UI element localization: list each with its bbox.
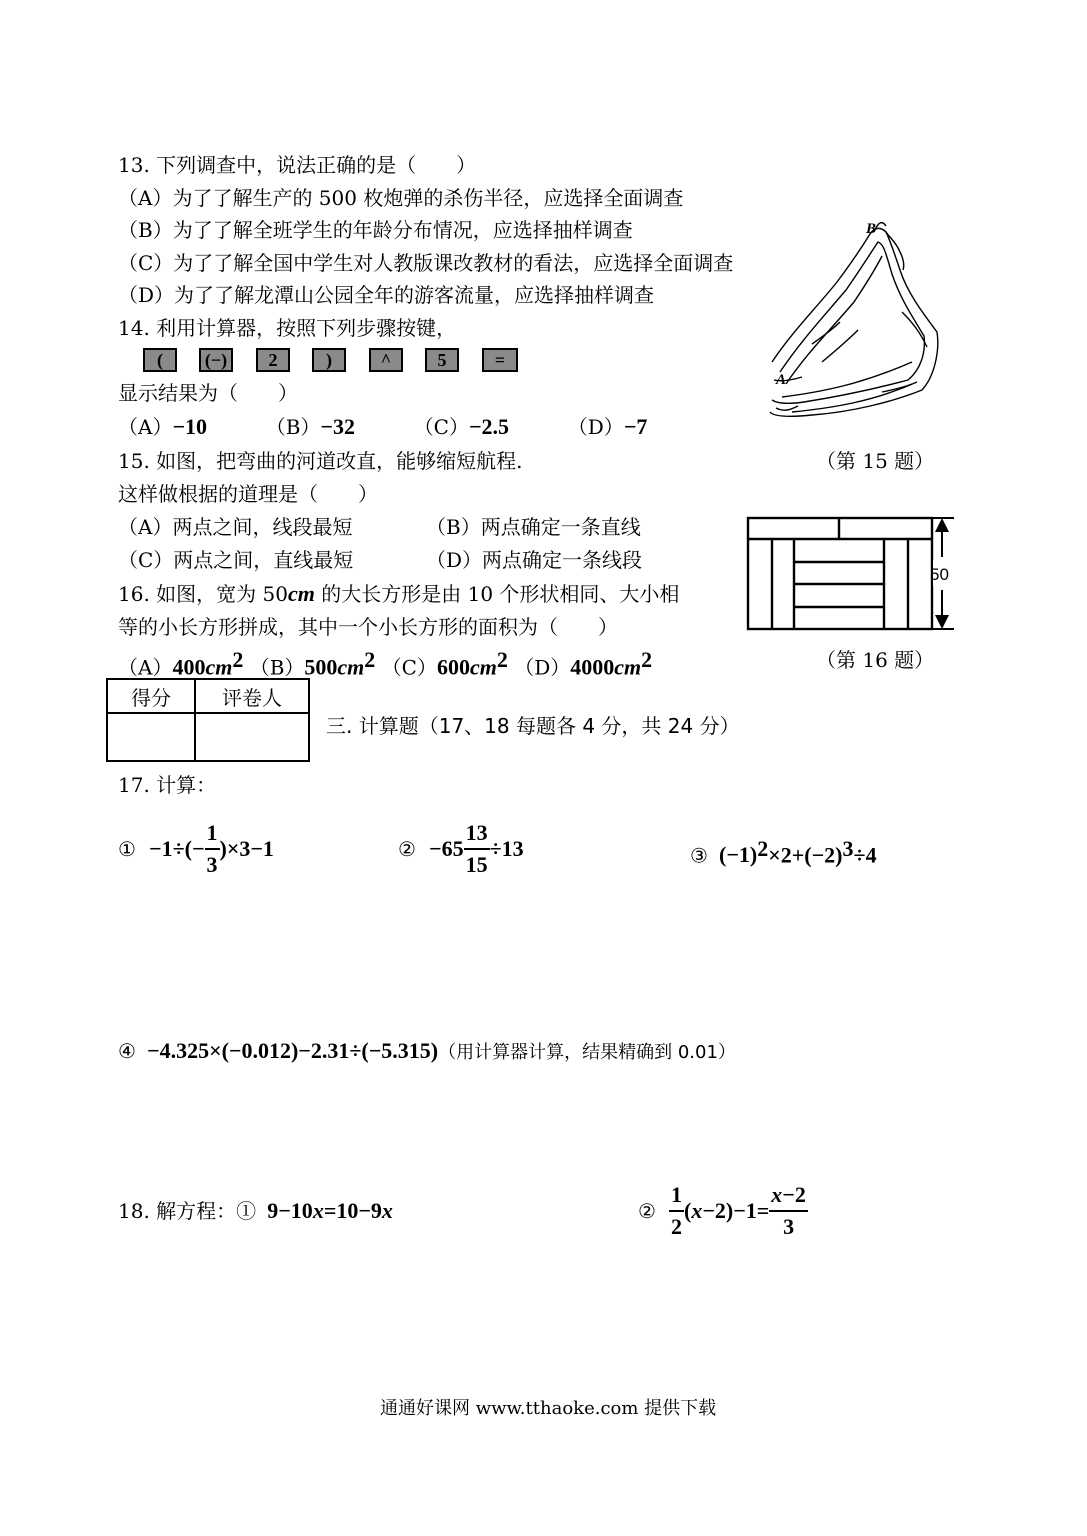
calc-key-close-paren: ): [312, 348, 346, 372]
q16-a-unit: cm: [205, 654, 233, 680]
score-cell: [107, 713, 195, 761]
q14-c-label: （C）: [413, 415, 469, 439]
q15-stem: 15. 如图，把弯曲的河道改直，能够缩短航程.: [118, 449, 523, 473]
calc-key-equals: =: [482, 348, 518, 372]
q16-stem-pre: 16. 如图，宽为 50: [118, 582, 288, 606]
grader-header: 评卷人: [195, 679, 309, 713]
q13-option-c: （C）为了了解全国中学生对人教版课改教材的看法，应选择全面调查: [118, 251, 734, 275]
footer-credit: 通通好课网 www.tthaoke.com 提供下载: [380, 1398, 717, 1419]
q15-option-b: （B）两点确定一条直线: [426, 515, 641, 539]
calc-key-open-paren: (: [143, 348, 177, 372]
q17-e3-a: (−1): [719, 842, 758, 868]
q17-expr-3: [690, 836, 877, 868]
q14-d-label: （D）: [567, 415, 624, 439]
q16-options: [118, 647, 652, 681]
q18-mid-x: x: [691, 1198, 703, 1223]
q14-a-label: （A）: [118, 415, 173, 439]
q16-a-value: 400: [172, 654, 206, 680]
q16-d-value: 4000: [570, 654, 615, 680]
q18-mid-a: (: [684, 1198, 692, 1223]
q18-f1-num: 1: [669, 1180, 684, 1212]
q15-option-c: （C）两点之间，直线最短: [118, 548, 354, 572]
q16-c-unit: cm: [469, 654, 497, 680]
q16-c-value: 600: [436, 654, 470, 680]
q16-b-unit: cm: [337, 654, 365, 680]
q17-e2-fraction: [464, 818, 490, 880]
q16-b-value: 500: [304, 654, 338, 680]
q18-eq1-x1: x: [312, 1198, 324, 1223]
q15-stem-2: 这样做根据的道理是（ ）: [118, 482, 378, 506]
q16-c-label: （C）: [381, 655, 437, 680]
q14-c-value: −2.5: [469, 414, 510, 439]
q16-b-exp: 2: [364, 647, 376, 672]
q16-stem-2: 等的小长方形拼成，其中一个小长方形的面积为（ ）: [118, 615, 618, 639]
q14-b-value: −32: [320, 414, 355, 439]
q17-e2-post: ÷13: [489, 836, 524, 861]
score-table: [106, 678, 310, 762]
q13-stem: 13. 下列调查中，说法正确的是（ ）: [118, 153, 477, 177]
river-figure: [762, 212, 947, 440]
q18-eq1-x2: x: [381, 1198, 393, 1223]
q18-mid-b: −2)−1=: [702, 1198, 770, 1223]
q18-f2-den: 3: [783, 1214, 795, 1239]
q16-unit: cm: [287, 581, 315, 606]
q17-e4: −4.325×(−0.012)−2.31÷(−5.315): [147, 1038, 439, 1063]
q17-e1-post: )×3−1: [219, 836, 274, 861]
rectangle-figure: [744, 512, 956, 634]
q17-num-3: ③: [690, 843, 708, 868]
q17-e3-c: ÷4: [853, 842, 877, 868]
q18-fraction-1: [669, 1180, 684, 1242]
q17-e2-num: 13: [464, 818, 490, 850]
q17-expr-2: [398, 818, 524, 880]
q18-fraction-2: [769, 1180, 808, 1242]
section-3-title: 三. 计算题（17、18 每题各 4 分，共 24 分）: [326, 714, 740, 738]
q16-stem-post: 的大长方形是由 10 个形状相同、大小相: [314, 582, 680, 606]
q14-stem: 14. 利用计算器，按照下列步骤按键，: [118, 316, 457, 340]
width-50-label: 50: [930, 565, 949, 584]
q17-e3-b: ×2+(−2): [768, 842, 843, 868]
q18-eq-1: [118, 1198, 393, 1224]
calc-key-power: ^: [369, 348, 403, 372]
q16-b-label: （B）: [249, 655, 305, 680]
point-b-label: B: [866, 221, 877, 237]
q17-e1-pre: −1÷(−: [149, 836, 205, 861]
fig16-caption: （第 16 题）: [816, 648, 935, 672]
q16-a-exp: 2: [232, 647, 244, 672]
q16-c-exp: 2: [496, 647, 508, 672]
q18-eq1-a: 9−10: [267, 1198, 313, 1223]
q14-b-label: （B）: [265, 415, 321, 439]
q15-option-d: （D）两点确定一条线段: [426, 548, 643, 572]
q17-expr-1: [118, 818, 274, 880]
q15-option-a: （A）两点之间，线段最短: [118, 515, 353, 539]
q16-d-exp: 2: [641, 647, 653, 672]
q17-e3-exp1: 2: [757, 836, 769, 861]
q16-a-label: （A）: [118, 655, 173, 680]
q17-e3-exp2: 3: [842, 836, 854, 861]
q18-f1-den: 2: [671, 1214, 683, 1239]
calc-key-negative: (−): [199, 348, 233, 372]
q17-e2-pre: −65: [429, 836, 464, 861]
q17-e1-fraction: [205, 818, 220, 880]
q18-eq-2: [638, 1180, 808, 1242]
q18-eq1-b: =10−9: [323, 1198, 382, 1223]
q18-f2-num-rest: −2: [782, 1182, 806, 1207]
q17-num-1: ①: [118, 837, 136, 861]
q17-expr-4: [118, 1038, 736, 1066]
fig15-caption: （第 15 题）: [816, 449, 935, 473]
q16-stem: [118, 581, 679, 607]
q13-option-b: （B）为了了解全班学生的年龄分布情况，应选择抽样调查: [118, 218, 633, 242]
q17-e1-den: 3: [206, 852, 218, 877]
q14-options: [118, 414, 647, 440]
q16-d-label: （D）: [514, 655, 571, 680]
q13-option-d: （D）为了了解龙潭山公园全年的游客流量，应选择抽样调查: [118, 283, 655, 307]
calc-key-2: 2: [256, 348, 290, 372]
q18-f2-x: x: [771, 1182, 783, 1207]
q14-result-line: 显示结果为（ ）: [118, 381, 298, 405]
q17-e4-note: （用计算器计算，结果精确到 0.01）: [438, 1042, 736, 1063]
score-header: 得分: [107, 679, 195, 713]
q18-num-2: ②: [638, 1199, 656, 1223]
q14-d-value: −7: [623, 414, 648, 439]
q17-e2-den: 15: [465, 852, 488, 877]
q18-stem: 18. 解方程：①: [118, 1199, 257, 1223]
q13-option-a: （A）为了了解生产的 500 枚炮弹的杀伤半径，应选择全面调查: [118, 186, 684, 210]
q17-e1-num: 1: [205, 818, 220, 850]
q17-num-4: ④: [118, 1039, 136, 1063]
calc-key-5: 5: [425, 348, 459, 372]
q16-d-unit: cm: [614, 654, 642, 680]
q17-num-2: ②: [398, 837, 416, 861]
q14-a-value: −10: [172, 414, 207, 439]
grader-cell: [195, 713, 309, 761]
point-a-label: A: [776, 372, 787, 388]
q17-stem: 17. 计算：: [118, 773, 217, 797]
